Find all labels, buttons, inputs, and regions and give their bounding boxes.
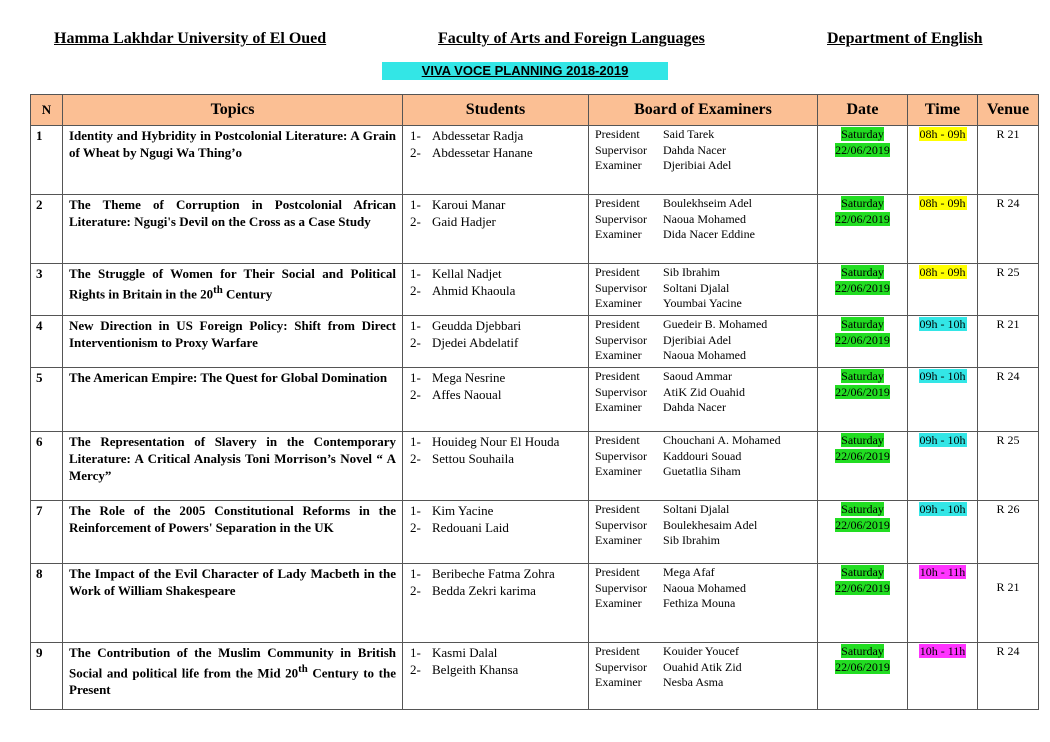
time-slot: 08h - 09h <box>919 127 966 141</box>
examiner-name: Djeribiai Adel <box>663 158 732 172</box>
student-name: Belgeith Khansa <box>432 662 519 677</box>
examiner-name: Djeribiai Adel <box>663 332 732 347</box>
examiner-role: Supervisor <box>595 659 647 674</box>
examiner-role: Supervisor <box>595 517 647 532</box>
table-row <box>31 126 1039 195</box>
student-index: 1- <box>410 370 421 385</box>
examiner-name: Boulekhesaim Adel <box>663 517 758 532</box>
student-index: 1- <box>410 128 421 143</box>
examiner-entry <box>595 296 813 312</box>
table-row <box>31 643 1039 710</box>
examiner-entry <box>595 212 813 228</box>
examiner-name: Youmbai Yacine <box>663 296 742 310</box>
examiner-entry <box>595 596 813 612</box>
student-index: 1- <box>410 503 421 518</box>
students-cell <box>403 195 589 264</box>
board-cell <box>589 501 818 564</box>
department-name: Department of English <box>827 30 983 47</box>
date-value: 22/06/2019 <box>835 280 890 295</box>
board-cell <box>589 368 818 432</box>
student-index: 2- <box>410 583 421 598</box>
student-name: Geudda Djebbari <box>432 318 522 333</box>
date-value: 22/06/2019 <box>835 332 890 347</box>
row-number: 8 <box>31 564 63 643</box>
examiner-name: Dahda Nacer <box>663 400 726 414</box>
col-header-venue: Venue <box>978 95 1039 126</box>
examiner-role: President <box>595 433 640 447</box>
page-title: VIVA VOCE PLANNING 2018-2019 <box>382 62 668 80</box>
venue-cell: R 25 <box>978 264 1039 316</box>
col-header-n: N <box>31 95 63 126</box>
examiner-role: Supervisor <box>595 280 647 295</box>
topic-cell: New Direction in US Foreign Policy: Shift from Direct Interventionism to Proxy Warfare <box>63 316 403 368</box>
time-slot: 10h - 11h <box>919 565 966 579</box>
student-name: Affes Naoual <box>432 387 502 402</box>
col-header-board: Board of Examiners <box>589 95 818 126</box>
student-name: Abdessetar Hanane <box>432 145 533 160</box>
row-number: 9 <box>31 643 63 710</box>
student-name: Djedei Abdelatif <box>432 335 519 350</box>
col-header-topics: Topics <box>63 95 403 126</box>
examiner-entry <box>595 385 813 401</box>
examiner-name: Saoud Ammar <box>663 369 732 383</box>
time-cell <box>908 368 978 432</box>
student-name: Redouani Laid <box>432 520 509 535</box>
examiner-role: Supervisor <box>595 211 647 226</box>
student-name: Ahmid Khaoula <box>432 283 516 298</box>
examiner-role: President <box>595 565 640 579</box>
student-entry <box>410 196 584 213</box>
examiner-name: Boulekhseim Adel <box>663 196 752 210</box>
table-row <box>31 564 1039 643</box>
topic-text: Century <box>222 286 273 302</box>
student-entry <box>410 661 584 678</box>
date-value: 22/06/2019 <box>835 384 890 399</box>
examiner-role: President <box>595 317 640 331</box>
examiner-name: Kouider Youcef <box>663 644 739 658</box>
venue-cell: R 21 <box>978 126 1039 195</box>
topic-cell <box>63 643 403 710</box>
topic-cell: The American Empire: The Quest for Global Domination <box>63 368 403 432</box>
topic-superscript: th <box>213 284 223 296</box>
examiner-entry <box>595 333 813 349</box>
examiner-role: Examiner <box>595 675 642 689</box>
student-name: Abdessetar Radja <box>432 128 524 143</box>
student-index: 2- <box>410 335 421 350</box>
examiner-name: Naoua Mohamed <box>663 211 746 226</box>
time-cell <box>908 432 978 501</box>
examiner-entry <box>595 464 813 480</box>
student-index: 1- <box>410 566 421 581</box>
date-cell <box>818 316 908 368</box>
student-index: 2- <box>410 520 421 535</box>
examiner-role: Supervisor <box>595 332 647 347</box>
examiner-role: Examiner <box>595 227 642 241</box>
venue-cell: R 21 <box>978 316 1039 368</box>
examiner-entry <box>595 581 813 597</box>
students-cell <box>403 368 589 432</box>
examiner-role: Examiner <box>595 348 642 362</box>
time-cell <box>908 643 978 710</box>
examiner-role: President <box>595 369 640 383</box>
examiner-entry <box>595 400 813 416</box>
examiner-role: Supervisor <box>595 448 647 463</box>
row-number: 7 <box>31 501 63 564</box>
student-entry <box>410 144 584 161</box>
date-day: Saturday <box>841 369 884 383</box>
time-slot: 09h - 10h <box>919 369 966 383</box>
student-name: Houideg Nour El Houda <box>432 434 560 449</box>
faculty-name: Faculty of Arts and Foreign Languages <box>438 30 705 47</box>
student-entry <box>410 433 584 450</box>
col-header-time: Time <box>908 95 978 126</box>
student-entry <box>410 519 584 536</box>
examiner-name: Naoua Mohamed <box>663 348 746 362</box>
topic-text: The Contribution of the Muslim Community in British Social and political life from the Mid 20 <box>69 645 396 681</box>
venue-cell: R 24 <box>978 643 1039 710</box>
examiner-name: Chouchani A. Mohamed <box>663 433 781 447</box>
date-value: 22/06/2019 <box>835 517 890 532</box>
student-name: Bedda Zekri karima <box>432 583 536 598</box>
col-header-students: Students <box>403 95 589 126</box>
examiner-role: Supervisor <box>595 580 647 595</box>
date-day: Saturday <box>841 317 884 331</box>
time-slot: 10h - 11h <box>919 644 966 658</box>
examiner-entry <box>595 348 813 364</box>
venue-cell: R 21 <box>978 564 1039 643</box>
examiner-name: Soltani Djalal <box>663 280 730 295</box>
date-day: Saturday <box>841 644 884 658</box>
row-number: 2 <box>31 195 63 264</box>
student-entry <box>410 282 584 299</box>
examiner-role: Examiner <box>595 400 642 414</box>
date-cell <box>818 195 908 264</box>
board-cell <box>589 564 818 643</box>
examiner-entry <box>595 227 813 243</box>
examiner-name: Fethiza Mouna <box>663 596 736 610</box>
examiner-name: Ouahid Atik Zid <box>663 659 742 674</box>
date-value: 22/06/2019 <box>835 142 890 157</box>
examiner-entry <box>595 158 813 174</box>
examiner-entry <box>595 675 813 691</box>
time-cell <box>908 316 978 368</box>
col-header-date: Date <box>818 95 908 126</box>
student-entry <box>410 386 584 403</box>
examiner-entry <box>595 127 813 143</box>
student-entry <box>410 565 584 582</box>
board-cell <box>589 316 818 368</box>
examiner-entry <box>595 265 813 281</box>
examiner-role: Supervisor <box>595 384 647 399</box>
student-name: Kasmi Dalal <box>432 645 498 660</box>
student-name: Kim Yacine <box>432 503 494 518</box>
venue-cell: R 26 <box>978 501 1039 564</box>
student-entry <box>410 450 584 467</box>
date-day: Saturday <box>841 196 884 210</box>
date-cell <box>818 643 908 710</box>
table-row <box>31 195 1039 264</box>
venue-cell: R 24 <box>978 368 1039 432</box>
student-name: Beribeche Fatma Zohra <box>432 566 555 581</box>
student-index: 2- <box>410 214 421 229</box>
student-entry <box>410 582 584 599</box>
venue-cell: R 24 <box>978 195 1039 264</box>
examiner-role: Examiner <box>595 158 642 172</box>
time-cell <box>908 564 978 643</box>
examiner-role: President <box>595 644 640 658</box>
student-entry <box>410 265 584 282</box>
examiner-role: President <box>595 196 640 210</box>
student-entry <box>410 369 584 386</box>
examiner-entry <box>595 644 813 660</box>
examiner-entry <box>595 196 813 212</box>
board-cell <box>589 643 818 710</box>
student-index: 1- <box>410 318 421 333</box>
student-index: 1- <box>410 266 421 281</box>
examiner-name: Sib Ibrahim <box>663 533 720 547</box>
time-slot: 09h - 10h <box>919 317 966 331</box>
student-index: 2- <box>410 283 421 298</box>
topic-cell: The Role of the 2005 Constitutional Reforms in the Reinforcement of Powers' Separation in the UK <box>63 501 403 564</box>
examiner-entry <box>595 317 813 333</box>
date-value: 22/06/2019 <box>835 580 890 595</box>
student-index: 2- <box>410 387 421 402</box>
student-index: 2- <box>410 662 421 677</box>
student-entry <box>410 213 584 230</box>
students-cell <box>403 126 589 195</box>
date-cell <box>818 564 908 643</box>
date-cell <box>818 264 908 316</box>
date-value: 22/06/2019 <box>835 659 890 674</box>
examiner-entry <box>595 281 813 297</box>
examiner-entry <box>595 533 813 549</box>
date-cell <box>818 432 908 501</box>
date-cell <box>818 501 908 564</box>
date-cell <box>818 126 908 195</box>
row-number: 5 <box>31 368 63 432</box>
topic-cell: The Impact of the Evil Character of Lady Macbeth in the Work of William Shakespeare <box>63 564 403 643</box>
date-day: Saturday <box>841 265 884 279</box>
topic-cell: Identity and Hybridity in Postcolonial Literature: A Grain of Wheat by Ngugi Wa Thing’o <box>63 126 403 195</box>
students-cell <box>403 643 589 710</box>
student-index: 2- <box>410 145 421 160</box>
date-day: Saturday <box>841 127 884 141</box>
students-cell <box>403 316 589 368</box>
student-entry <box>410 317 584 334</box>
table-row <box>31 264 1039 316</box>
student-name: Karoui Manar <box>432 197 506 212</box>
examiner-role: Examiner <box>595 464 642 478</box>
topic-text: Century to the Present <box>69 665 396 698</box>
date-cell <box>818 368 908 432</box>
student-name: Kellal Nadjet <box>432 266 502 281</box>
time-slot: 09h - 10h <box>919 502 966 516</box>
venue-cell: R 25 <box>978 432 1039 501</box>
board-cell <box>589 126 818 195</box>
row-number: 4 <box>31 316 63 368</box>
topic-cell <box>63 264 403 316</box>
date-day: Saturday <box>841 433 884 447</box>
examiner-name: Naoua Mohamed <box>663 580 746 595</box>
university-name: Hamma Lakhdar University of El Oued <box>54 30 327 47</box>
examiner-name: Guedeir B. Mohamed <box>663 317 768 331</box>
student-index: 1- <box>410 645 421 660</box>
examiner-entry <box>595 369 813 385</box>
student-name: Mega Nesrine <box>432 370 506 385</box>
student-entry <box>410 127 584 144</box>
students-cell <box>403 432 589 501</box>
row-number: 1 <box>31 126 63 195</box>
examiner-role: President <box>595 502 640 516</box>
examiner-entry <box>595 143 813 159</box>
examiner-role: Supervisor <box>595 142 647 157</box>
student-entry <box>410 334 584 351</box>
examiner-name: Kaddouri Souad <box>663 448 742 463</box>
examiner-name: Guetatlia Siham <box>663 464 741 478</box>
board-cell <box>589 195 818 264</box>
examiner-name: Dahda Nacer <box>663 142 726 157</box>
date-day: Saturday <box>841 565 884 579</box>
board-cell <box>589 264 818 316</box>
student-index: 1- <box>410 434 421 449</box>
date-day: Saturday <box>841 502 884 516</box>
examiner-name: Said Tarek <box>663 127 715 141</box>
time-slot: 08h - 09h <box>919 196 966 210</box>
examiner-entry <box>595 518 813 534</box>
topic-text: The Struggle of Women for Their Social and Political Rights in Britain in the 20 <box>69 266 396 302</box>
topic-cell: The Theme of Corruption in Postcolonial African Literature: Ngugi's Devil on the Cross as a Case Study <box>63 195 403 264</box>
table-row <box>31 501 1039 564</box>
examiner-entry <box>595 449 813 465</box>
time-cell <box>908 264 978 316</box>
row-number: 6 <box>31 432 63 501</box>
examiner-role: Examiner <box>595 596 642 610</box>
examiner-role: Examiner <box>595 296 642 310</box>
topic-cell: The Representation of Slavery in the Contemporary Literature: A Critical Analysis Toni Morrison’s Novel “ A Mercy” <box>63 432 403 501</box>
student-name: Settou Souhaila <box>432 451 514 466</box>
students-cell <box>403 501 589 564</box>
table-row <box>31 368 1039 432</box>
time-slot: 08h - 09h <box>919 265 966 279</box>
time-cell <box>908 126 978 195</box>
examiner-name: Sib Ibrahim <box>663 265 720 279</box>
time-cell <box>908 195 978 264</box>
students-cell <box>403 564 589 643</box>
examiner-entry <box>595 433 813 449</box>
topic-superscript: th <box>298 663 308 675</box>
row-number: 3 <box>31 264 63 316</box>
date-value: 22/06/2019 <box>835 448 890 463</box>
examiner-role: President <box>595 265 640 279</box>
viva-schedule-table <box>30 94 1039 710</box>
table-row <box>31 316 1039 368</box>
student-entry <box>410 644 584 661</box>
examiner-name: AtiK Zid Ouahid <box>663 384 745 399</box>
date-value: 22/06/2019 <box>835 211 890 226</box>
examiner-name: Nesba Asma <box>663 675 724 689</box>
table-header-row <box>31 95 1039 126</box>
examiner-role: President <box>595 127 640 141</box>
student-name: Gaid Hadjer <box>432 214 496 229</box>
examiner-name: Soltani Djalal <box>663 502 730 516</box>
examiner-name: Dida Nacer Eddine <box>663 227 755 241</box>
examiner-role: Examiner <box>595 533 642 547</box>
students-cell <box>403 264 589 316</box>
examiner-name: Mega Afaf <box>663 565 715 579</box>
student-index: 1- <box>410 197 421 212</box>
board-cell <box>589 432 818 501</box>
examiner-entry <box>595 565 813 581</box>
examiner-entry <box>595 660 813 676</box>
student-entry <box>410 502 584 519</box>
time-cell <box>908 501 978 564</box>
table-row <box>31 432 1039 501</box>
time-slot: 09h - 10h <box>919 433 966 447</box>
examiner-entry <box>595 502 813 518</box>
student-index: 2- <box>410 451 421 466</box>
